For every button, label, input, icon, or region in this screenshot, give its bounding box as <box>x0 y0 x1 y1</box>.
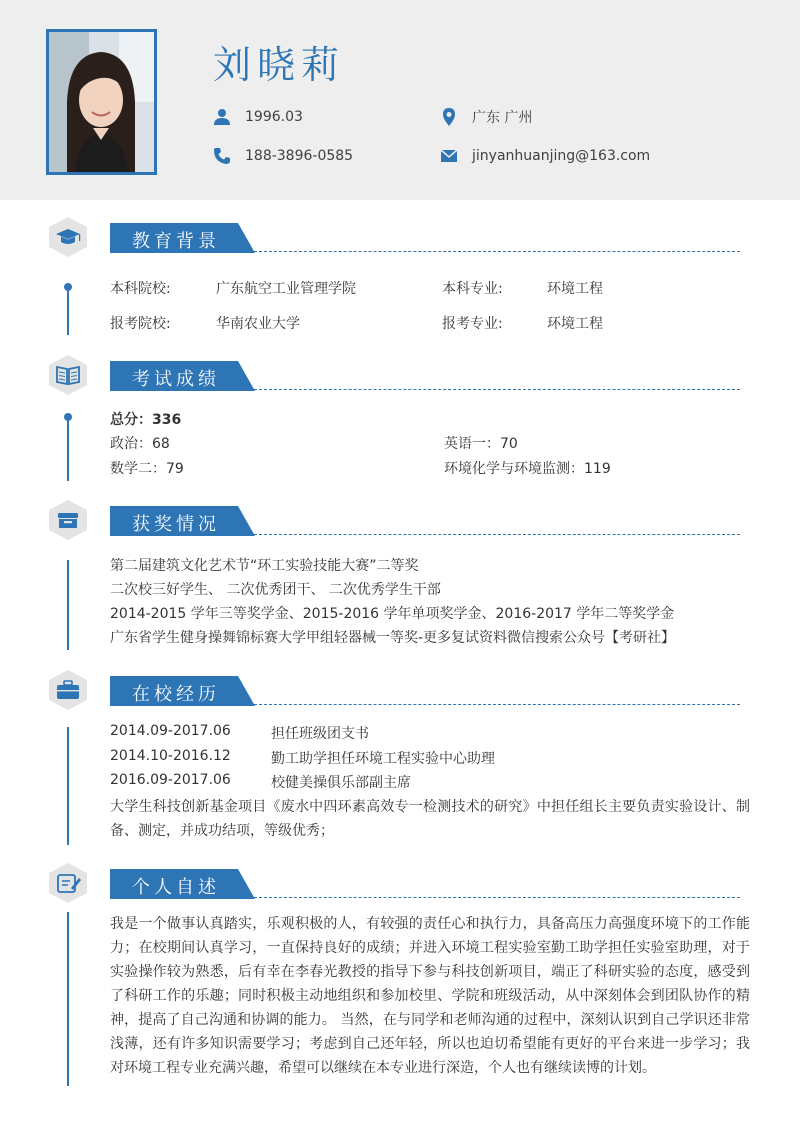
resume-header <box>0 0 800 200</box>
experience-role: 校健美操俱乐部副主席 <box>271 775 411 791</box>
phone-info <box>213 147 413 165</box>
award-item: 2014-2015 学年三等奖学金、2015-2016 学年单项奖学金、2016-2017 学年二等奖学金 <box>110 606 675 622</box>
english-score: 英语一：70 <box>444 436 518 452</box>
location-info <box>440 108 640 126</box>
target-school: 华南农业大学 <box>216 316 300 332</box>
undergrad-school: 广东航空工业管理学院 <box>216 281 356 297</box>
person-icon <box>213 108 231 126</box>
email-info <box>440 147 720 165</box>
experience-date: 2014.10-2016.12 <box>110 748 231 764</box>
about-divider <box>254 897 740 898</box>
award-item: 第二届建筑文化艺术节“环工实验技能大赛”二等奖 <box>110 558 419 574</box>
profile-photo <box>46 29 157 175</box>
timeline-dot <box>64 283 72 291</box>
experience-role: 担任班级团支书 <box>271 726 369 742</box>
candidate-name: 刘晓莉 <box>213 43 346 87</box>
email-icon <box>440 147 458 165</box>
phone-icon <box>213 147 231 165</box>
undergrad-major-label: 本科专业: <box>442 281 503 297</box>
birth-info <box>213 108 413 126</box>
briefcase-icon <box>49 670 87 710</box>
timeline-line <box>67 912 69 1086</box>
book-icon <box>49 355 87 395</box>
target-major: 环境工程 <box>547 316 603 332</box>
undergrad-major: 环境工程 <box>547 281 603 297</box>
trophy-box-icon <box>49 500 87 540</box>
major-score: 环境化学与环境监测：119 <box>444 461 611 477</box>
timeline-line <box>67 291 69 335</box>
timeline-line <box>67 560 69 650</box>
experience-role: 勤工助学担任环境工程实验中心助理 <box>271 751 495 767</box>
self-introduction-text: 我是一个做事认真踏实，乐观积极的人，有较强的责任心和执行力，具备高压力高强度环境下的工作能力；在校期间认真学习，一直保持良好的成绩；并进入环境工程实验室勤工助学担任实验室助理，对于实验操作较为熟悉，后有幸在李春光教授的指导下参与科技创新项目，端正了科研实验的态度，感受到了科研工作的乐趣；同时积极主动地组织和参加校里、学院和班级活动，从中深刻体会到团队协作的精神，提高了自己沟通和协调的能力。 当然，在与同学和老师沟通的过程中，深刻认识到自己学识还非常浅薄，还有许多知识需要学习；考虑到自己还年轻，所以也迫切希望能有更好的平台来进一步学习；我对环境工程专业充满兴趣，希望可以继续在本专业进行深造，个人也有继续读博的计划。 <box>110 916 750 1076</box>
education-divider <box>254 251 740 252</box>
experience-date: 2016.09-2017.06 <box>110 772 231 788</box>
politics-score: 政治：68 <box>110 436 170 452</box>
award-item: 广东省学生健身操舞锦标赛大学甲组轻器械一等奖-更多复试资料微信搜索公众号【考研社】 <box>110 630 676 646</box>
campus-divider <box>254 704 740 705</box>
timeline-line <box>67 727 69 845</box>
location: 广东 广州 <box>472 110 533 126</box>
location-pin-icon <box>440 108 458 126</box>
math-score: 数学二：79 <box>110 461 184 477</box>
edit-note-icon <box>49 863 87 903</box>
target-major-label: 报考专业: <box>442 316 503 332</box>
timeline-dot <box>64 413 72 421</box>
project-description: 大学生科技创新基金项目《废水中四环素高效专一检测技术的研究》中担任组长主要负责实验设计、制备、测定，并成功结项，等级优秀； <box>110 799 750 839</box>
graduation-cap-icon <box>49 217 87 257</box>
scores-divider <box>254 389 740 390</box>
awards-divider <box>254 534 740 535</box>
undergrad-school-label: 本科院校: <box>110 281 171 297</box>
birth-date: 1996.03 <box>245 109 303 125</box>
phone-number: 188-3896-0585 <box>245 148 354 164</box>
total-score: 总分：336 <box>110 412 182 428</box>
experience-date: 2014.09-2017.06 <box>110 723 231 739</box>
email-address: jinyanhuanjing@163.com <box>472 148 651 164</box>
target-school-label: 报考院校: <box>110 316 171 332</box>
timeline-line <box>67 421 69 481</box>
award-item: 二次校三好学生、 二次优秀团干、 二次优秀学生干部 <box>110 582 441 598</box>
